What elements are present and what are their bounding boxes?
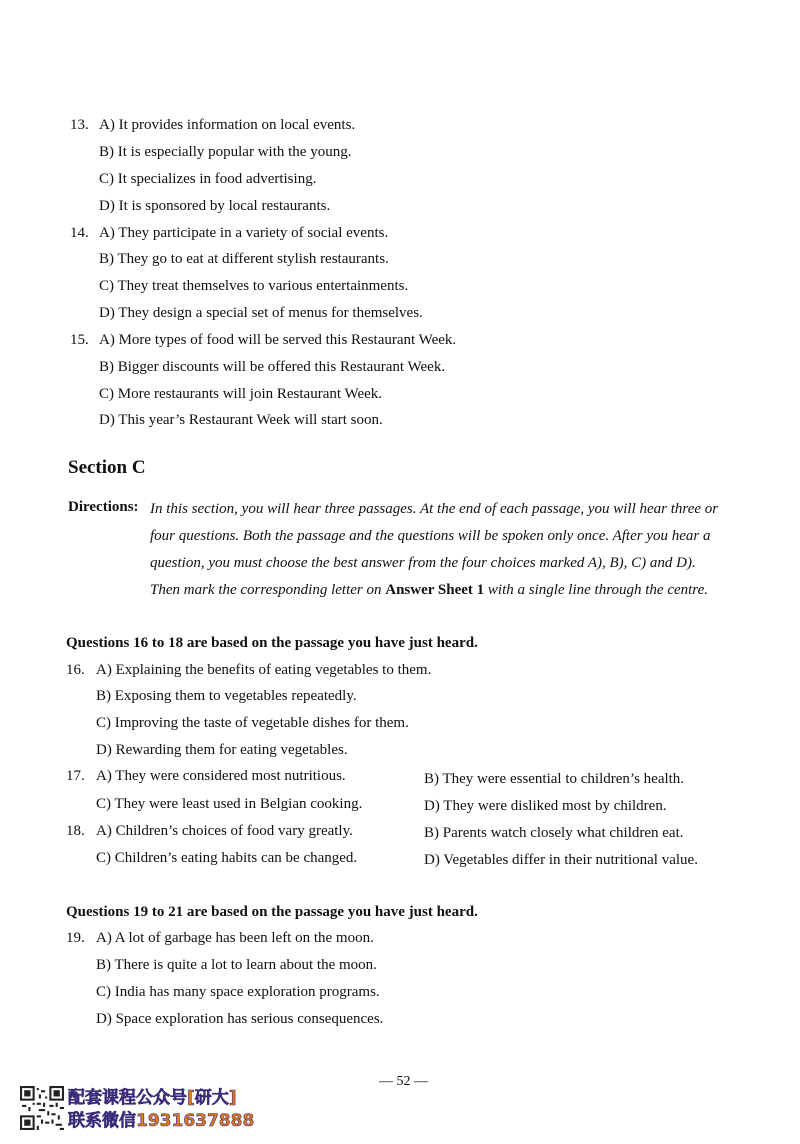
q14-option-a: A) They participate in a variety of social events. — [99, 225, 389, 241]
question-15-number: 15. — [70, 332, 89, 348]
q15-option-b: B) Bigger discounts will be offered this Restaurant Week. — [99, 359, 446, 375]
q19-option-d: D) Space exploration has serious consequences. — [96, 1011, 384, 1027]
q16-option-d: D) Rewarding them for eating vegetables. — [96, 742, 348, 758]
q19-option-c: C) India has many space exploration programs. — [96, 984, 380, 1000]
directions-line-2: four questions. Both the passage and the questions will be spoken only once. After you hear a — [150, 528, 711, 544]
q13-option-a: A) It provides information on local events. — [99, 117, 356, 133]
directions-line-4-start: Then mark the corresponding letter on — [150, 582, 386, 598]
directions-line-4-end: with a single line through the centre. — [484, 582, 708, 598]
q15-option-d: D) This year’s Restaurant Week will start soon. — [99, 412, 383, 428]
q19-option-a: A) A lot of garbage has been left on the moon. — [96, 930, 374, 946]
question-14-number: 14. — [70, 225, 89, 241]
q19-option-b: B) There is quite a lot to learn about the moon. — [96, 957, 377, 973]
q18-option-b: B) Parents watch closely what children eat. — [424, 825, 684, 841]
section-title: Section C — [68, 457, 146, 478]
q16-option-b: B) Exposing them to vegetables repeatedly. — [96, 688, 357, 704]
question-13-number: 13. — [70, 117, 89, 133]
q16-option-c: C) Improving the taste of vegetable dishes for them. — [96, 715, 409, 731]
q17-option-c: C) They were least used in Belgian cooking. — [96, 796, 363, 812]
question-18-number: 18. — [66, 823, 85, 839]
watermark — [20, 1086, 310, 1134]
q14-option-d: D) They design a special set of menus for themselves. — [99, 305, 423, 321]
q15-option-a: A) More types of food will be served this Restaurant Week. — [99, 332, 457, 348]
q18-option-d: D) Vegetables differ in their nutritional value. — [424, 852, 698, 868]
q18-option-a: A) Children’s choices of food vary greatly. — [96, 823, 353, 839]
q14-option-c: C) They treat themselves to various entertainments. — [99, 278, 409, 294]
directions-line-1: In this section, you will hear three passages. At the end of each passage, you will hear three or — [150, 501, 719, 517]
watermark-line-1: 配套课程公众号[研大] — [68, 1088, 237, 1108]
q13-option-d: D) It is sponsored by local restaurants. — [99, 198, 331, 214]
q14-option-b: B) They go to eat at different stylish restaurants. — [99, 251, 389, 267]
answer-sheet-ref: Answer Sheet 1 — [385, 582, 485, 598]
question-17-number: 17. — [66, 768, 85, 784]
directions-label: Directions: — [68, 499, 139, 515]
q17-option-d: D) They were disliked most by children. — [424, 798, 667, 814]
question-19-number: 19. — [66, 930, 85, 946]
directions-line-3: question, you must choose the best answer from the four choices marked A), B), C) and D). — [150, 555, 696, 571]
directions-line-4 — [150, 581, 708, 599]
qr-code-icon — [20, 1086, 64, 1130]
q13-option-b: B) It is especially popular with the young. — [99, 144, 352, 160]
page-number: — 52 — — [379, 1074, 428, 1089]
q17-option-b: B) They were essential to children’s health. — [424, 771, 685, 787]
q18-option-c: C) Children’s eating habits can be changed. — [96, 850, 358, 866]
q15-option-c: C) More restaurants will join Restaurant Week. — [99, 386, 383, 402]
watermark-line-2: 联系微信1931637888 — [68, 1111, 255, 1131]
group-2-heading: Questions 19 to 21 are based on the passage you have just heard. — [66, 904, 478, 920]
q17-option-a: A) They were considered most nutritious. — [96, 768, 346, 784]
group-1-heading: Questions 16 to 18 are based on the passage you have just heard. — [66, 635, 478, 651]
question-16-number: 16. — [66, 662, 85, 678]
q16-option-a: A) Explaining the benefits of eating vegetables to them. — [96, 662, 432, 678]
q13-option-c: C) It specializes in food advertising. — [99, 171, 317, 187]
